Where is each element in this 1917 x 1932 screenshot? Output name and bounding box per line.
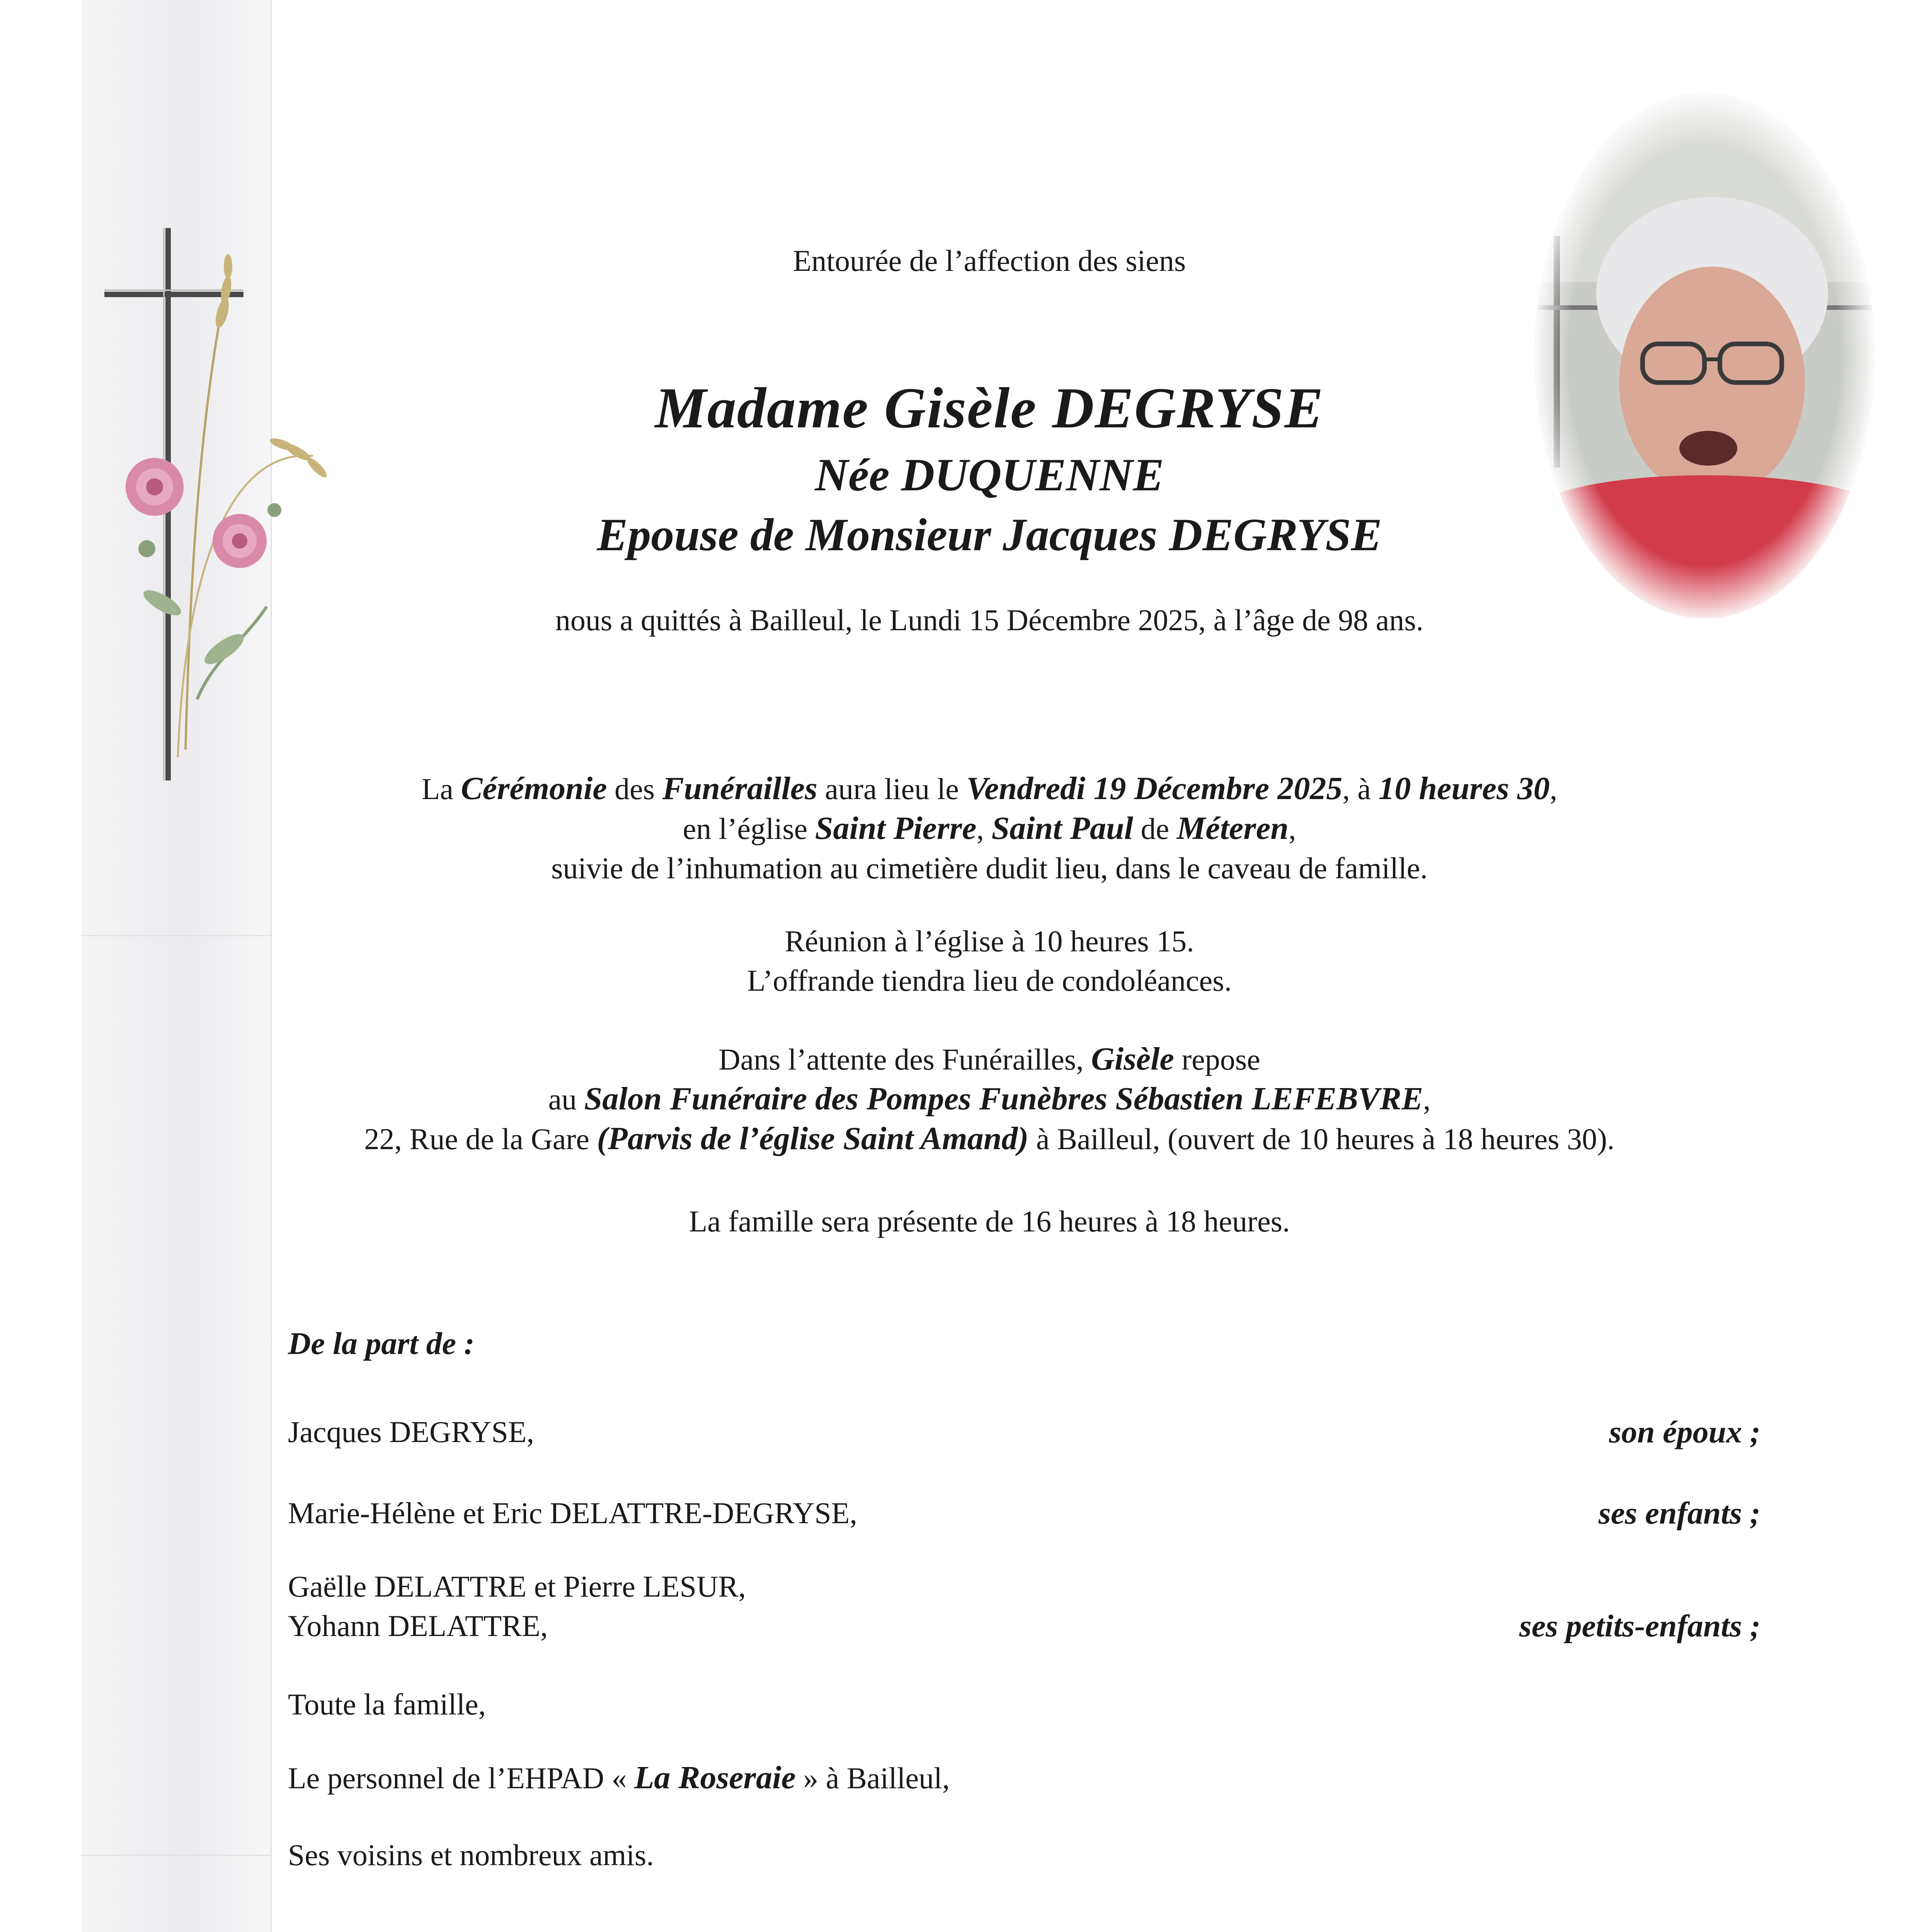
family-row-grandchildren: [288, 1567, 1760, 1646]
strip-fold-line: [81, 1855, 271, 1856]
text: ,: [976, 812, 992, 845]
salon-block: [271, 1039, 1708, 1159]
maiden-name: Née DUQUENNE: [815, 449, 1164, 500]
ceremony-date: Vendredi 19 Décembre 2025: [966, 770, 1343, 806]
death-announcement: nous a quittés à Bailleul, le Lundi 15 Décembre 2025, à l’âge de 98 ans.: [555, 603, 1424, 637]
salon-line-3: [271, 1119, 1708, 1159]
church-name: Saint Pierre: [815, 810, 977, 846]
text: » à Bailleul,: [795, 1761, 950, 1795]
family-present-text: La famille sera présente de 16 heures à 18 heures.: [689, 1204, 1290, 1238]
text: Dans l’attente des Funérailles,: [718, 1043, 1091, 1076]
text: de: [1133, 812, 1177, 845]
salon-name: Salon Funéraire des Pompes Funèbres Sébastien LEFEBVRE: [584, 1081, 1423, 1117]
family-row-all: Toute la famille,: [288, 1687, 486, 1721]
spouse-line: Epouse de Monsieur Jacques DEGRYSE: [597, 509, 1382, 560]
family-member: Gaëlle DELATTRE et Pierre LESUR,: [288, 1570, 746, 1603]
ceremony-time: 10 heures 30: [1378, 770, 1550, 806]
reunion-block: [271, 922, 1708, 1000]
salon-line-1: [271, 1039, 1708, 1079]
deceased-name: Madame Gisèle DEGRYSE: [655, 376, 1324, 440]
ceremony-line-1: [271, 769, 1708, 809]
rose-flower: [213, 514, 267, 568]
family-row-children: [288, 1493, 1760, 1533]
church-name-2: Saint Paul: [991, 810, 1133, 846]
reunion-line-2: L’offrande tiendra lieu de condoléances.: [747, 964, 1232, 997]
text: ,: [1423, 1082, 1431, 1116]
on-behalf-heading: De la part de :: [288, 1326, 475, 1361]
ceremony-line-3: suivie de l’inhumation au cimetière dudit lieu, dans le caveau de famille.: [551, 851, 1428, 885]
text: en l’église: [683, 812, 815, 845]
funerals-word: Funérailles: [662, 770, 817, 806]
text: ,: [1288, 812, 1296, 845]
intro-text: Entourée de l’affection des siens: [793, 244, 1186, 277]
family-row-neighbors: Ses voisins et nombreux amis.: [288, 1838, 654, 1872]
cross-with-flowers-illustration: [97, 216, 329, 796]
ceremony-block: [271, 769, 1708, 888]
ceremony-word: Cérémonie: [461, 770, 607, 806]
strip-fold-line: [81, 935, 271, 936]
text: des: [607, 772, 662, 806]
town-name: Méteren: [1176, 810, 1289, 846]
family-row-spouse: [288, 1412, 1760, 1452]
relation-label: son époux ;: [1609, 1414, 1760, 1449]
family-member: Marie-Hélène et Eric DELATTRE-DEGRYSE,: [288, 1496, 857, 1530]
text: au: [548, 1082, 584, 1116]
text: ,: [1549, 772, 1558, 806]
text: La: [421, 772, 461, 806]
family-row-ehpad: [288, 1758, 1760, 1798]
text: Le personnel de l’EHPAD «: [288, 1761, 635, 1795]
text: 22, Rue de la Gare: [364, 1122, 597, 1156]
first-name: Gisèle: [1091, 1041, 1174, 1077]
ehpad-name: La Roseraie: [634, 1760, 796, 1796]
reunion-line-1: Réunion à l’église à 10 heures 15.: [785, 924, 1194, 958]
salon-line-2: [271, 1079, 1708, 1119]
family-member: Yohann DELATTRE,: [288, 1609, 548, 1643]
text: à Bailleul, (ouvert de 10 heures à 18 heures 30).: [1028, 1122, 1615, 1156]
ceremony-line-2: [271, 809, 1708, 849]
text: , à: [1342, 772, 1379, 806]
text: aura lieu le: [817, 772, 967, 806]
rose-flower: [126, 458, 184, 516]
relation-label: ses enfants ;: [1598, 1495, 1760, 1531]
salon-location-detail: (Parvis de l’église Saint Amand): [597, 1121, 1029, 1156]
text: repose: [1174, 1043, 1260, 1076]
family-member: Jacques DEGRYSE,: [288, 1415, 534, 1449]
relation-label: ses petits-enfants ;: [1519, 1608, 1760, 1643]
